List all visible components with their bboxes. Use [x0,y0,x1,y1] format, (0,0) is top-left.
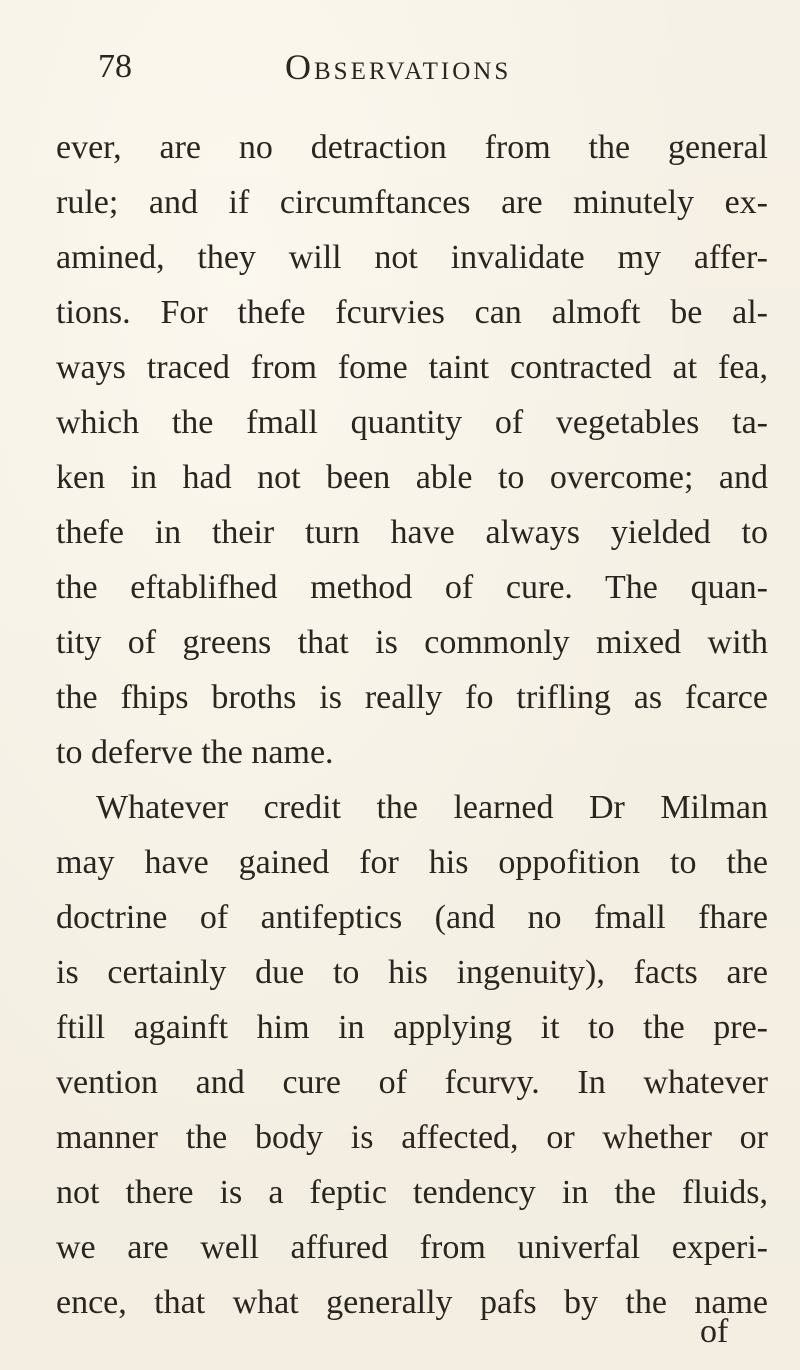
text-line: ence, that what generally pafs by the name [56,1284,768,1321]
text-line: ken in had not been able to overcome; and [56,459,768,496]
page-number: 78 [98,48,132,85]
text-line: thefe in their turn have always yielded to [56,514,768,551]
text-line: ever, are no detraction from the general [56,129,768,166]
text-line: not there is a feptic tendency in the fluids, [56,1174,768,1211]
text-line: is certainly due to his ingenuity), facts are [56,954,768,991]
catchword: of [700,1313,729,1350]
text-line: ftill againft him in applying it to the pre- [56,1009,768,1046]
text-line: ways traced from fome taint contracted at fea, [56,349,768,386]
text-line: the eftablifhed method of cure. The quan- [56,569,768,606]
text-line: to deferve the name. [56,734,334,771]
running-head: Observations [285,47,512,87]
text-line: may have gained for his oppofition to the [56,844,768,881]
text-line: which the fmall quantity of vegetables ta- [56,404,768,441]
text-line: Whatever credit the learned Dr Milman [96,789,768,826]
text-line: rule; and if circumftances are minutely ex- [56,184,768,221]
text-line: tions. For thefe fcurvies can almoft be al- [56,294,768,331]
text-line: the fhips broths is really fo trifling as fcarce [56,679,768,716]
page-header [0,42,800,92]
text-line: amined, they will not invalidate my affer- [56,239,768,276]
body-text [56,120,768,1330]
text-line: we are well affured from univerfal experi- [56,1229,768,1266]
text-line: vention and cure of fcurvy. In whatever [56,1064,768,1101]
text-line: manner the body is affected, or whether or [56,1119,768,1156]
text-line: tity of greens that is commonly mixed with [56,624,768,661]
text-line: doctrine of antifeptics (and no fmall fhare [56,899,768,936]
